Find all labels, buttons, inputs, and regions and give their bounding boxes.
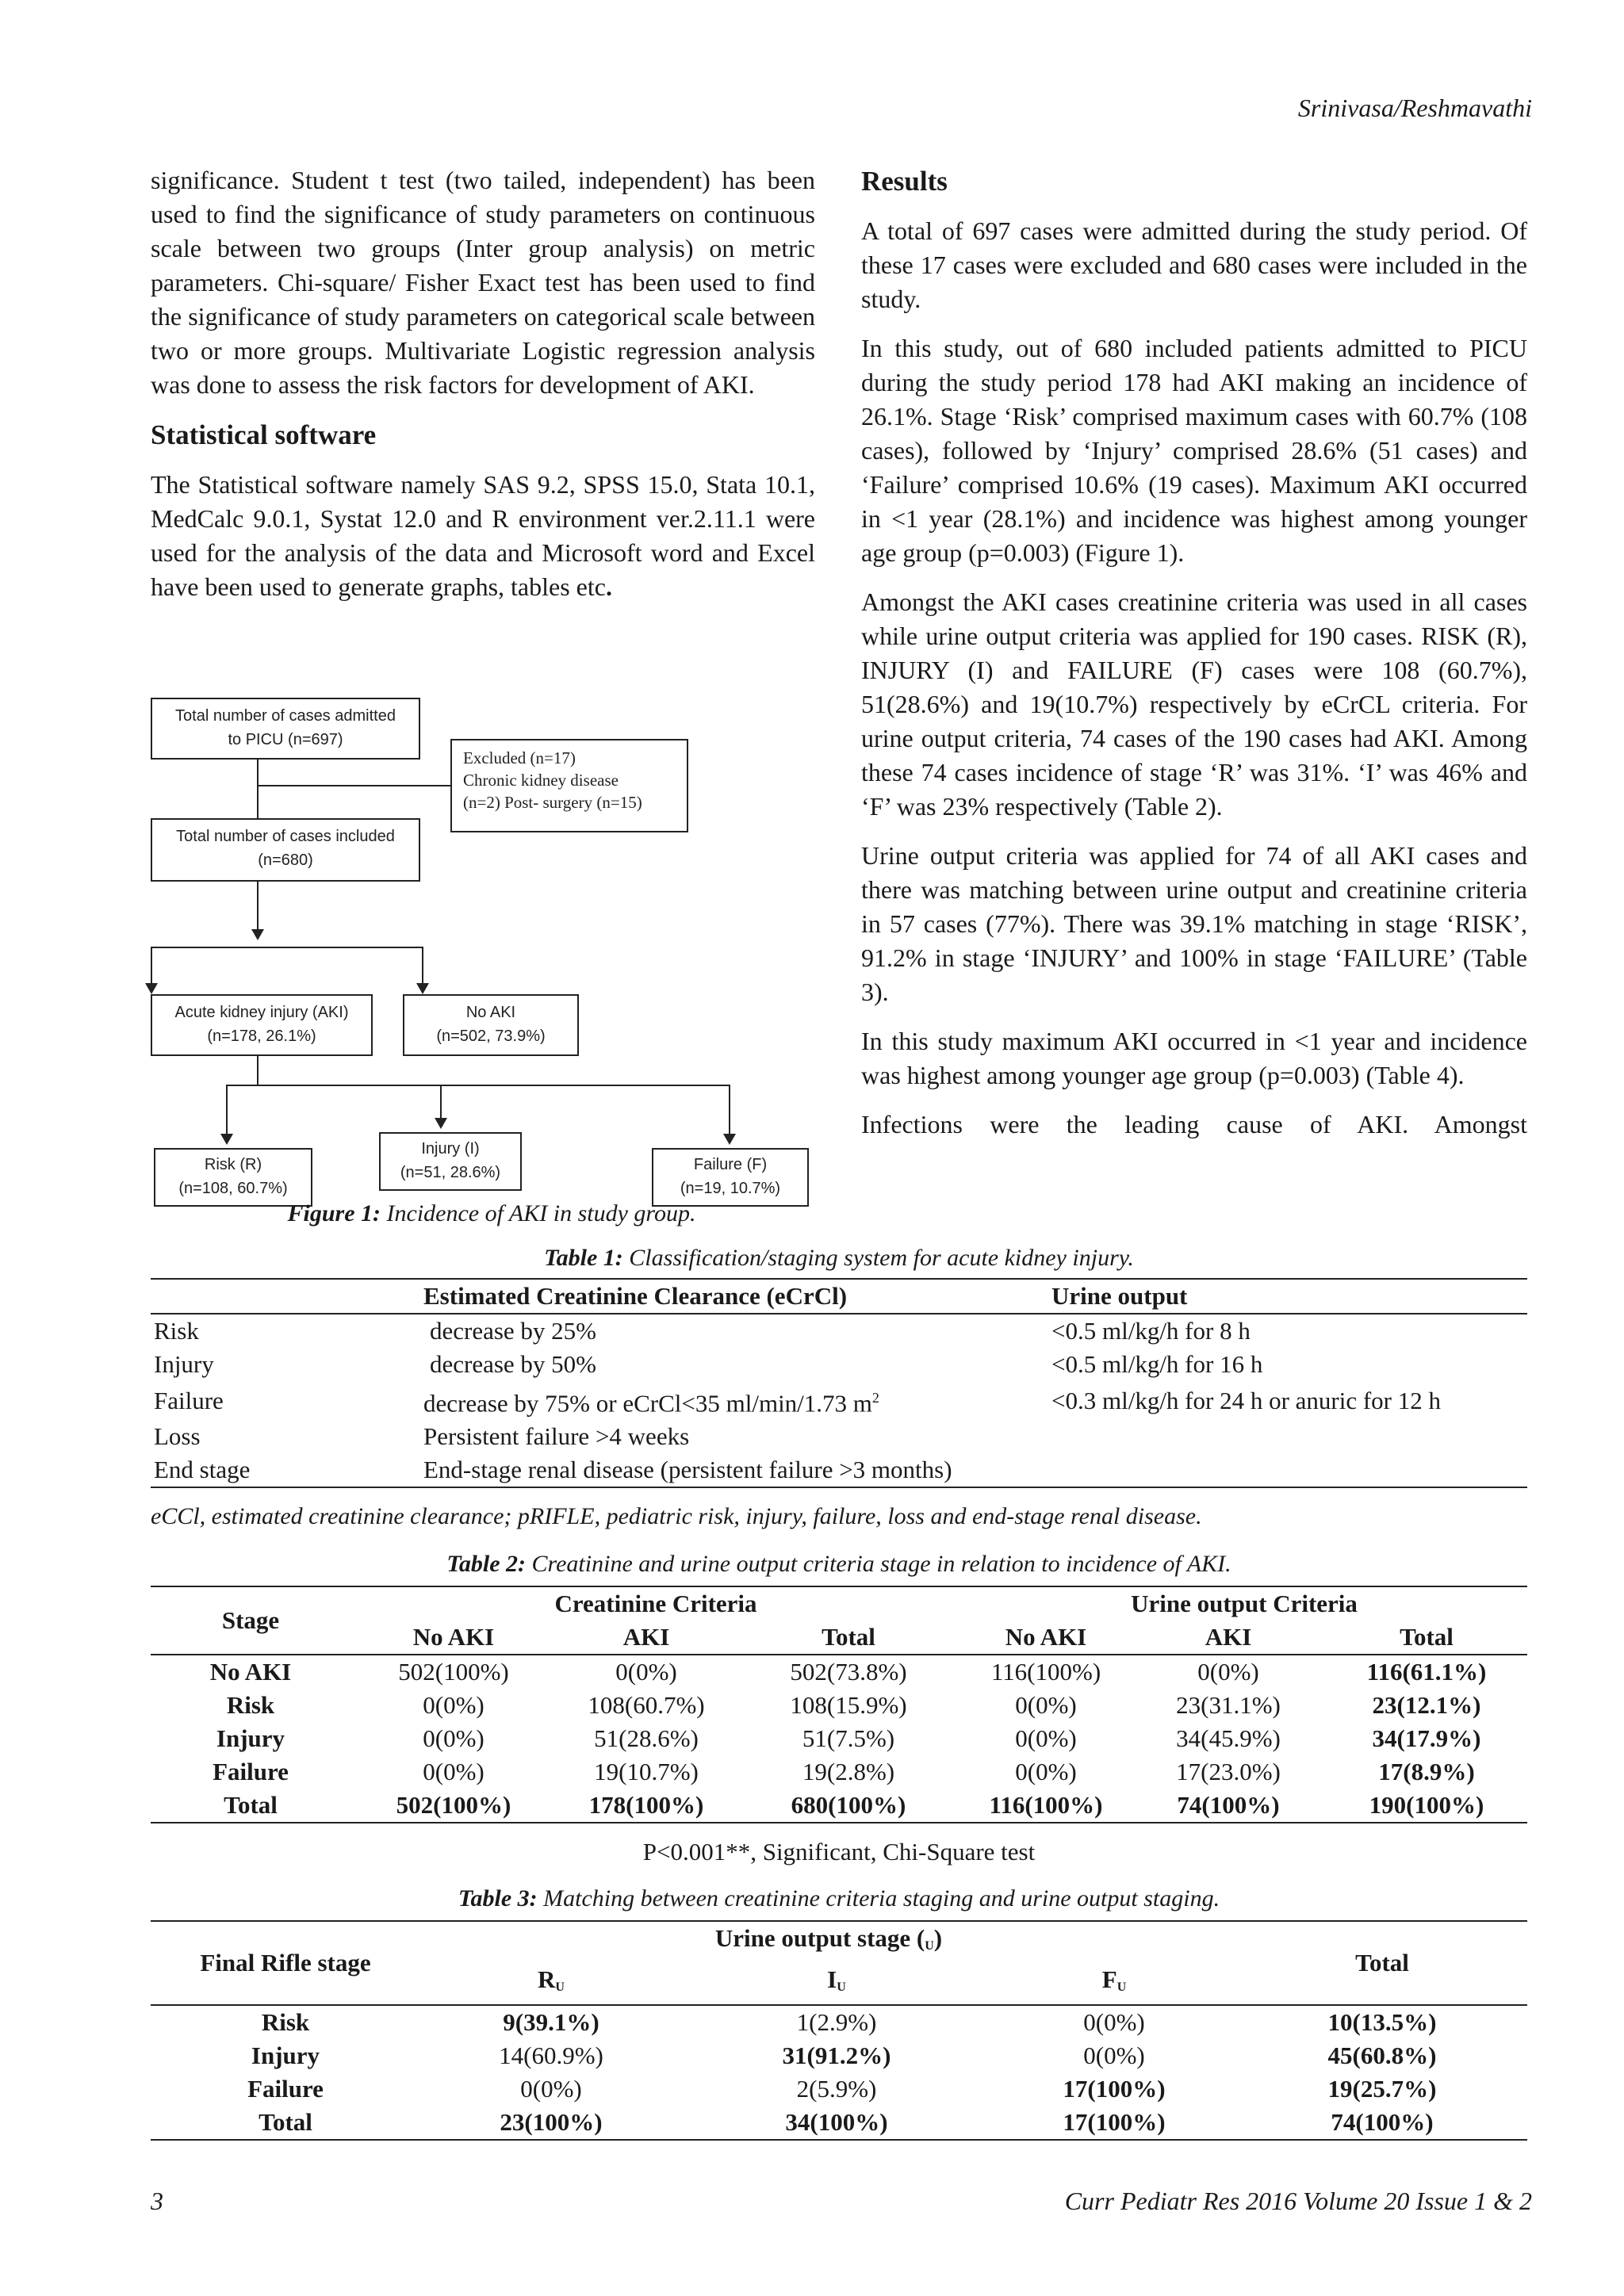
arrow-down-icon (416, 983, 429, 994)
table3-header-row (151, 1921, 1527, 1963)
results-paragraph-2: In this study, out of 680 included patients admitted to PICU during the study period 178 had AKI making an incidence of 26.1%. Stage ‘Risk’ comprised maximum cases with 60.7% (108 cases), followed by ‘Injury’ comprised 28.6% (51 cases) and ‘Failure’ comprised 10.6% (19 cases). Maximum AKI occurred in <1 year (28.1%) and incidence was highest among younger age group (p=0.003) (Figure 1). (861, 334, 1527, 567)
results-paragraph-5: In this study maximum AKI occurred in <1 year and incidence was highest among younger age group (p=0.003) (Table 4). (861, 1027, 1527, 1089)
box-noaki-line1: No AKI (465, 1004, 516, 1021)
table2-cell: 0(0%) (1015, 1724, 1077, 1752)
figure-caption-label: Figure 1: (287, 1200, 381, 1226)
table3-cell: Injury (251, 2042, 320, 2069)
table1-ecrcl-text: decrease by 75% or eCrCl<35 ml/min/1.73 m (423, 1389, 872, 1418)
table-row (151, 1655, 1527, 1689)
table3-subheader-f (991, 1963, 1237, 2005)
box-failure-line2: (n=19, 10.7%) (680, 1180, 781, 1197)
table-row (151, 1755, 1527, 1789)
table-row (151, 1789, 1527, 1823)
table2-subheader: No AKI (1005, 1623, 1087, 1651)
running-head: Srinivasa/Reshmavathi (1297, 94, 1532, 122)
paragraph-software-end: . (605, 572, 612, 601)
table2-cell: 0(0%) (423, 1758, 485, 1785)
table-row (151, 2072, 1527, 2106)
arrow-down-icon (145, 983, 158, 994)
connector-included-up (257, 785, 259, 818)
table3-cell: Risk (261, 2008, 310, 2036)
table2-cell: 51(7.5%) (802, 1724, 895, 1752)
table3-subheader-i-text: I (827, 1965, 837, 1993)
table2-cell: 17(8.9%) (1378, 1758, 1475, 1785)
connector-to-failure (729, 1085, 730, 1140)
box-included-line2: (n=680) (258, 851, 313, 869)
table-row (151, 1420, 1527, 1453)
box-aki (151, 994, 373, 1056)
arrow-down-icon (220, 1134, 233, 1145)
table3-subheader-r-text: R (538, 1965, 556, 1993)
table2-cell: 19(10.7%) (594, 1758, 699, 1785)
table1-ecrcl: Persistent failure >4 weeks (423, 1422, 690, 1451)
table3-header-urine (420, 1921, 1237, 1963)
table1-caption-label: Table 1: (544, 1245, 623, 1271)
table3-caption (151, 1885, 1527, 1912)
table3-subheader-f-text: F (1101, 1965, 1117, 1993)
box-admitted-line1: Total number of cases admitted (175, 707, 396, 725)
table-row (151, 2106, 1527, 2140)
table2-cell: 0(0%) (615, 1658, 677, 1686)
box-aki-line2: (n=178, 26.1%) (207, 1027, 316, 1045)
table1-stage: Loss (154, 1422, 201, 1451)
box-risk-line2: (n=108, 60.7%) (178, 1180, 288, 1197)
table3-cell: 0(0%) (520, 2075, 582, 2103)
connector-included-down (257, 882, 259, 929)
table3-cell: 74(100%) (1331, 2108, 1434, 2136)
table2-cell: 680(100%) (791, 1791, 906, 1819)
right-column (861, 163, 1527, 1157)
table2-cell: 0(0%) (1197, 1658, 1259, 1686)
box-risk-line1: Risk (R) (204, 1156, 262, 1173)
box-included-line1: Total number of cases included (176, 828, 395, 845)
table1-caption (151, 1245, 1527, 1272)
table2-cell: 502(73.8%) (790, 1658, 907, 1686)
table3-cell: 19(25.7%) (1327, 2075, 1437, 2103)
table2-cell: 51(28.6%) (594, 1724, 699, 1752)
table2-subheader: Total (1400, 1623, 1454, 1651)
box-failure-line1: Failure (F) (693, 1156, 768, 1173)
table3-subheader-f-sub: U (1116, 1980, 1127, 1994)
table-row (151, 1348, 1527, 1381)
table2-subheader: No AKI (412, 1623, 495, 1651)
table2-header-creatinine: Creatinine Criteria (554, 1590, 757, 1617)
table3-header-urine-end: ) (933, 1924, 943, 1952)
table2-cell: 0(0%) (423, 1724, 485, 1752)
table-row (151, 1689, 1527, 1722)
table2-cell: 23(12.1%) (1372, 1691, 1481, 1719)
box-aki-line1: Acute kidney injury (AKI) (174, 1004, 349, 1021)
table3-caption-label: Table 3: (458, 1885, 538, 1911)
paragraph-significance: significance. Student t test (two tailed, independent) has been used to find the significance of study parameters on continuous scale between two groups (Inter group analysis) on metric parameters. Chi-square/ Fisher Exact test has been used to find the significance of study parameters on categorical scale between two or more groups. Multivariate Logistic regression analysis was done to assess the risk factors for development of AKI. (151, 166, 815, 399)
box-injury-line2: (n=51, 28.6%) (400, 1164, 501, 1181)
box-injury (379, 1132, 522, 1191)
table2-cell: 0(0%) (423, 1691, 485, 1719)
left-column (151, 163, 815, 619)
arrow-down-icon (723, 1134, 736, 1145)
table1-caption-text: Classification/staging system for acute kidney injury. (622, 1245, 1134, 1271)
table2-caption (151, 1551, 1527, 1578)
table-row (151, 2005, 1527, 2039)
table2-note: P<0.001**, Significant, Chi-Square test (642, 1838, 1036, 1866)
box-excluded-line1: Excluded (n=17) (463, 748, 576, 767)
table-row (151, 1722, 1527, 1755)
results-paragraph-4: Urine output criteria was applied for 74 of all AKI cases and there was matching between urine output and creatinine criteria in 57 cases (77%). There was 39.1% matching in stage ‘RISK’, 91.2% in stage ‘INJURY’ and 100% in stage ‘FAILURE’ (Table 3). (861, 841, 1527, 1006)
connector-to-risk (226, 1085, 228, 1140)
table3-subheader-r (420, 1963, 682, 2005)
table1-urine: <0.3 ml/kg/h for 24 h or anuric for 12 h (1051, 1386, 1442, 1414)
connector-to-excluded (257, 785, 450, 786)
results-paragraph-1: A total of 697 cases were admitted during the study period. Of these 17 cases were excluded and 680 cases were included in the study. (861, 216, 1527, 313)
table1-urine: <0.5 ml/kg/h for 16 h (1051, 1350, 1263, 1378)
table3-cell: 10(13.5%) (1327, 2008, 1437, 2036)
box-excluded-line3: (n=2) Post- surgery (n=15) (463, 793, 642, 812)
table2-caption-label: Table 2: (446, 1551, 527, 1577)
page-number: 3 (151, 2187, 163, 2215)
table2-subheader: AKI (1205, 1623, 1252, 1651)
table1-ecrcl: End-stage renal disease (persistent failure >3 months) (423, 1456, 952, 1484)
arrow-down-icon (435, 1118, 447, 1129)
table3-caption-text: Matching between creatinine criteria staging and urine output staging. (537, 1885, 1220, 1911)
table3-subheader-i-sub: U (837, 1980, 846, 1994)
table2-cell: Failure (213, 1758, 289, 1785)
heading-statistical-software: Statistical software (151, 419, 377, 450)
heading-results: Results (861, 166, 948, 197)
box-failure (652, 1148, 809, 1207)
table3-cell: 17(100%) (1063, 2075, 1166, 2103)
table2-cell: 0(0%) (1015, 1691, 1077, 1719)
table1-ecrcl-sup: 2 (871, 1390, 879, 1406)
table2-cell: Total (224, 1791, 278, 1819)
table1-urine (1048, 1420, 1527, 1453)
table2 (151, 1586, 1527, 1823)
paragraph-software (151, 468, 815, 604)
table1-header-urine: Urine output (1051, 1282, 1188, 1310)
table3-cell: 23(100%) (500, 2108, 603, 2136)
table2-cell: 116(100%) (989, 1791, 1103, 1819)
table3-cell: 45(60.8%) (1327, 2042, 1437, 2069)
table2-cell: 190(100%) (1369, 1791, 1484, 1819)
table2-cell: 17(23.0%) (1176, 1758, 1281, 1785)
table3-subheader-i (682, 1963, 991, 2005)
table1-ecrcl (420, 1348, 1048, 1381)
table3-cell: Total (259, 2108, 312, 2136)
table-row (151, 1314, 1527, 1348)
table3-cell: 17(100%) (1063, 2108, 1166, 2136)
table3-cell: 2(5.9%) (796, 2075, 877, 2103)
table2-cell: Risk (226, 1691, 275, 1719)
table1-stage: End stage (154, 1456, 251, 1484)
table2-cell: 116(100%) (990, 1658, 1101, 1686)
table3-cell: 9(39.1%) (503, 2008, 599, 2036)
table1-urine (1048, 1453, 1527, 1487)
table1-note: eCCl, estimated creatinine clearance; pRIFLE, pediatric risk, injury, failure, loss and end-stage renal disease. (151, 1503, 1202, 1529)
table2-header-stage: Stage (221, 1606, 280, 1634)
results-paragraph-3: Amongst the AKI cases creatinine criteria was used in all cases while urine output criteria was applied for 190 cases. RISK (R), INJURY (I) and FAILURE (F) cases were 108 (60.7%), 51(28.6%) and 19(10.7%) respectively by eCrCL criteria. For urine output criteria, 74 cases of the 190 cases had AKI. Among these 74 cases incidence of stage ‘R’ was 31%. ‘I’ was 46% and ‘F’ was 23% respectively (Table 2). (861, 587, 1527, 821)
table1-stage: Failure (154, 1386, 224, 1414)
table1-ecrcl (420, 1314, 1048, 1348)
table3-header-urine-text: Urine output stage ( (714, 1924, 925, 1952)
table3-header-total: Total (1355, 1949, 1409, 1976)
table3-cell: 1(2.9%) (796, 2008, 877, 2036)
table1-ecrcl-text: decrease by 50% (430, 1350, 597, 1378)
box-noaki (403, 994, 579, 1056)
table3-cell: Failure (247, 2075, 324, 2103)
table2-subheader: AKI (622, 1623, 670, 1651)
table2-cell: 0(0%) (1015, 1758, 1077, 1785)
table2-cell: 74(100%) (1177, 1791, 1280, 1819)
connector-aki-down (257, 1056, 259, 1085)
table3-cell: 31(91.2%) (782, 2042, 891, 2069)
table3-subheader-r-sub: U (555, 1980, 565, 1994)
table2-cell: 19(2.8%) (802, 1758, 895, 1785)
table3 (151, 1920, 1527, 2141)
table2-cell: 34(17.9%) (1372, 1724, 1481, 1752)
table-row (151, 1381, 1527, 1420)
table2-cell: 502(100%) (398, 1658, 509, 1686)
table1-ecrcl-text: decrease by 25% (430, 1317, 597, 1345)
table2-header-row (151, 1586, 1527, 1621)
box-excluded-line2: Chronic kidney disease (463, 771, 619, 790)
table1-header-ecrcl: Estimated Creatinine Clearance (eCrCl) (423, 1282, 848, 1310)
box-included (151, 818, 420, 882)
table2-cell: 178(100%) (588, 1791, 704, 1819)
results-paragraph-6: Infections were the leading cause of AKI. Amongst (861, 1110, 1527, 1138)
table-row (151, 2039, 1527, 2072)
box-excluded (450, 739, 688, 832)
table1-urine: <0.5 ml/kg/h for 8 h (1051, 1317, 1251, 1345)
paragraph-software-text: The Statistical software namely SAS 9.2, SPSS 15.0, Stata 10.1, MedCalc 9.0.1, Systat 12.0 and R environment ver.2.11.1 were used for the analysis of the data and Microsoft word and Excel have been used to generate graphs, tables etc (151, 470, 815, 601)
table1-header-row (151, 1279, 1527, 1314)
table3-header-final: Final Rifle stage (200, 1949, 371, 1976)
table2-cell: 116(61.1%) (1366, 1658, 1487, 1686)
table2-cell: Injury (216, 1724, 285, 1752)
table1-header-blank (151, 1279, 420, 1314)
table2-cell: 108(60.7%) (588, 1691, 705, 1719)
table3-cell: 34(100%) (785, 2108, 888, 2136)
figure-caption-text: Incidence of AKI in study group. (381, 1200, 696, 1226)
table3-cell: 0(0%) (1083, 2042, 1145, 2069)
box-injury-line1: Injury (I) (421, 1140, 480, 1158)
figure-caption (151, 1200, 833, 1227)
arrow-down-icon (251, 929, 264, 940)
table2-caption-text: Creatinine and urine output criteria stage in relation to incidence of AKI. (526, 1551, 1231, 1577)
flowchart (151, 698, 833, 1221)
box-risk (154, 1148, 312, 1207)
table1 (151, 1278, 1527, 1488)
table2-header-urine: Urine output Criteria (1131, 1590, 1358, 1617)
table2-cell: 23(31.1%) (1176, 1691, 1281, 1719)
table2-cell: 108(15.9%) (790, 1691, 907, 1719)
box-admitted-line2: to PICU (n=697) (228, 731, 343, 748)
table3-header-urine-sub: U (925, 1939, 934, 1953)
table-row (151, 1453, 1527, 1487)
table3-cell: 14(60.9%) (499, 2042, 603, 2069)
table1-stage: Risk (154, 1317, 199, 1345)
table2-cell: 502(100%) (396, 1791, 511, 1819)
connector-split-horizontal (151, 947, 423, 948)
table2-cell: 34(45.9%) (1176, 1724, 1281, 1752)
table2-subheader: Total (822, 1623, 875, 1651)
table1-stage: Injury (154, 1350, 214, 1378)
box-admitted (151, 698, 420, 760)
table3-cell: 0(0%) (1083, 2008, 1145, 2036)
journal-citation: Curr Pediatr Res 2016 Volume 20 Issue 1 & 2 (1064, 2187, 1532, 2215)
box-noaki-line2: (n=502, 73.9%) (436, 1027, 546, 1045)
table2-cell: No AKI (209, 1658, 292, 1686)
table1-ecrcl (420, 1381, 1048, 1420)
connector-stage-horizontal (226, 1085, 730, 1086)
table2-subheader-row (151, 1621, 1527, 1655)
